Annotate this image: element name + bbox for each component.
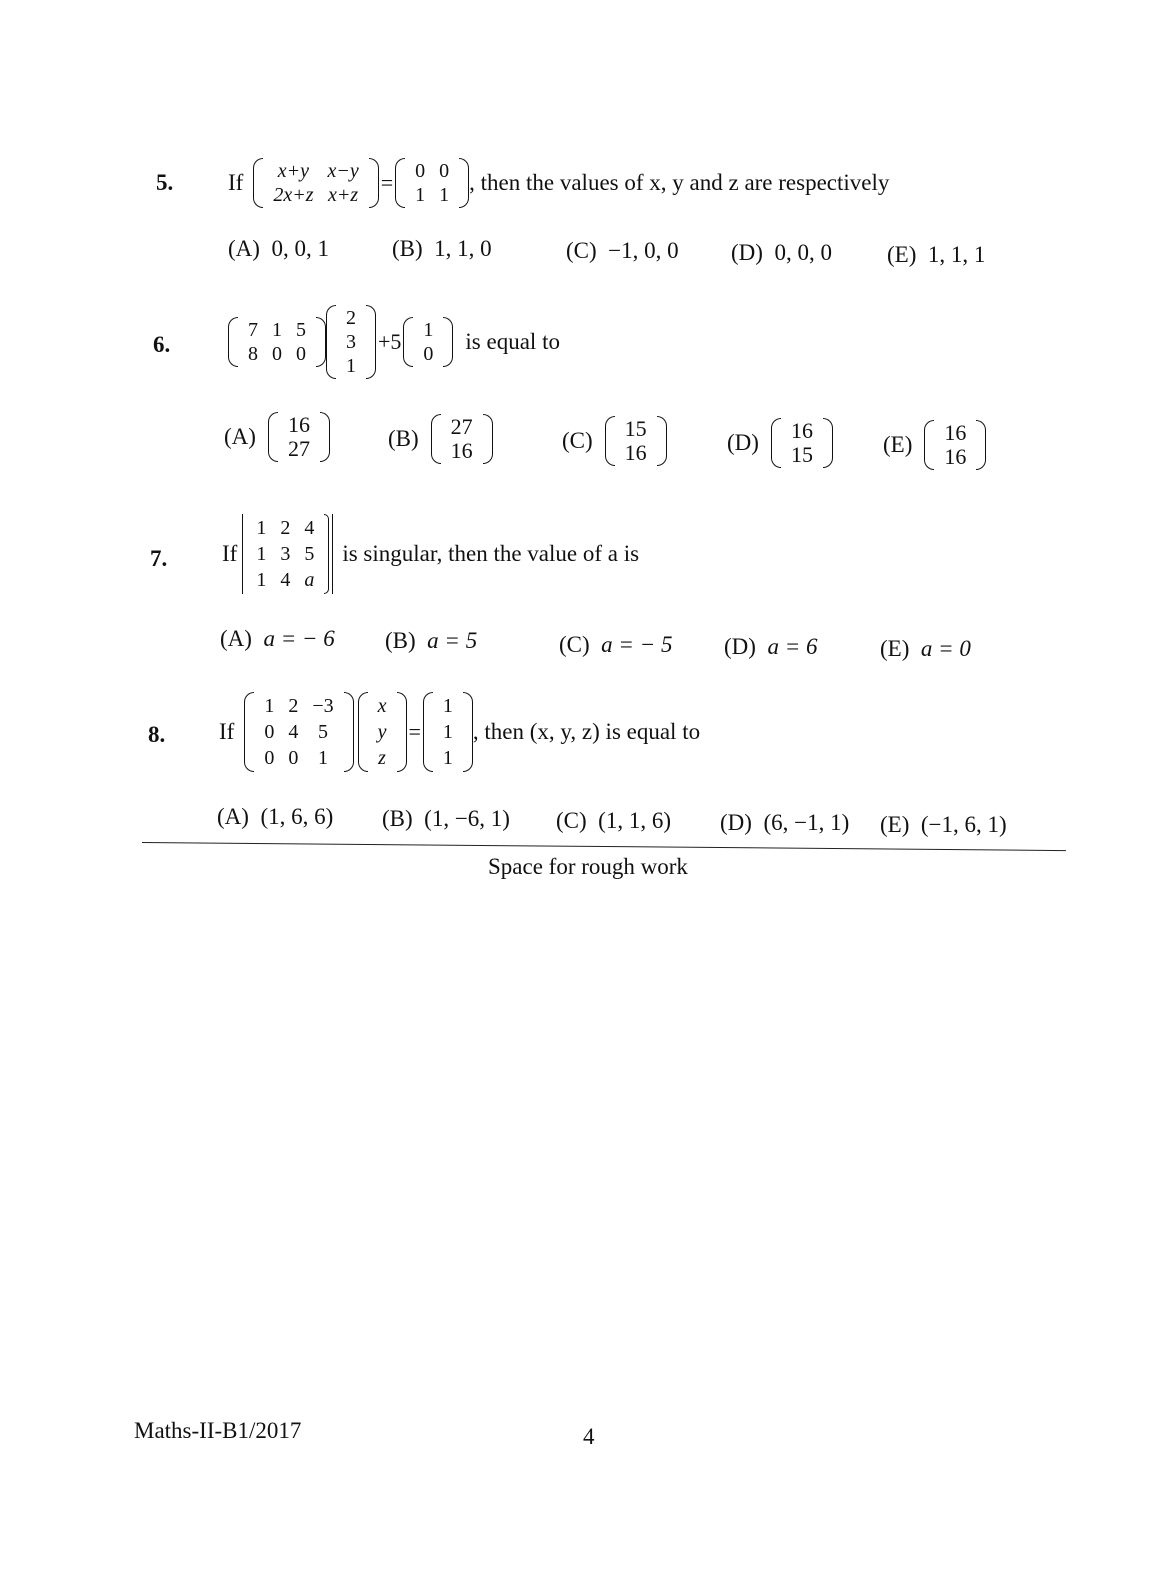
option: (D) a = 6 xyxy=(724,634,818,659)
question-number: 7. xyxy=(150,546,168,571)
option: (C) −1, 0, 0 xyxy=(566,238,679,263)
matrix-cell: 4 xyxy=(280,569,291,591)
matrix-variables xyxy=(358,692,407,772)
matrix-lhs xyxy=(253,158,378,208)
question-8-stem xyxy=(219,692,700,772)
matrix-cell: 1 xyxy=(442,747,453,769)
matrix-cell: 3 xyxy=(346,331,356,353)
matrix-cell: 1 xyxy=(256,569,267,591)
question-text: , then the values of x, y and z are respectively xyxy=(469,170,890,195)
matrix-cell: 1 xyxy=(442,721,453,743)
matrix-m3 xyxy=(403,317,453,367)
matrix-cell: 1 xyxy=(272,319,282,341)
if-word: If xyxy=(228,170,244,195)
matrix-coefficients xyxy=(244,692,353,772)
matrix-cell: 4 xyxy=(288,721,299,743)
matrix-m1 xyxy=(228,317,326,367)
matrix-cell: 0 xyxy=(415,160,426,182)
matrix-cell: 0 xyxy=(288,747,299,769)
option: (D) 16 15 xyxy=(727,418,833,468)
matrix-cell: 1 xyxy=(317,747,328,769)
matrix-cell: 0 xyxy=(264,747,275,769)
option: (E) a = 0 xyxy=(880,636,971,661)
matrix-cell: 2 xyxy=(288,695,299,717)
matrix-cell: x+z xyxy=(328,184,359,206)
option: (C) 15 16 xyxy=(562,416,667,466)
option: (A) a = − 6 xyxy=(220,626,335,651)
matrix-cell: 1 xyxy=(264,695,275,717)
matrix-cell: 2 xyxy=(346,307,356,329)
option: (B) a = 5 xyxy=(385,628,478,653)
matrix-cell: 5 xyxy=(304,543,315,565)
matrix-cell: 1 xyxy=(346,355,356,377)
matrix-cell: 0 xyxy=(272,343,282,365)
matrix-cell: 1 xyxy=(442,695,453,717)
option: (A) 0, 0, 1 xyxy=(228,236,329,261)
matrix-cell: 8 xyxy=(248,343,258,365)
option: (D) 0, 0, 0 xyxy=(731,240,832,265)
matrix-cell: a xyxy=(304,569,315,591)
option: (E) 16 16 xyxy=(883,420,986,470)
paper-code: Maths-II-B1/2017 xyxy=(134,1418,302,1443)
option: (C) (1, 1, 6) xyxy=(556,808,671,833)
option: (B) (1, −6, 1) xyxy=(382,806,510,831)
matrix-cell: x+y xyxy=(277,160,310,182)
if-word: If xyxy=(219,719,235,744)
option: (A) 16 27 xyxy=(224,412,330,462)
matrix-determinant xyxy=(239,514,336,594)
matrix-cell: 5 xyxy=(317,721,328,743)
matrix-cell: 2x+z xyxy=(273,184,314,206)
matrix-cell: −3 xyxy=(312,695,334,717)
matrix-rhs xyxy=(395,158,469,208)
rough-work-label: Space for rough work xyxy=(488,854,688,879)
matrix-cell: y xyxy=(377,721,387,743)
page-number: 4 xyxy=(583,1424,595,1449)
question-text: is equal to xyxy=(465,329,560,354)
question-5-stem xyxy=(228,158,889,208)
option: (E) 1, 1, 1 xyxy=(887,242,986,267)
matrix-cell: 1 xyxy=(423,319,434,341)
option: (B) 1, 1, 0 xyxy=(392,236,492,261)
matrix-cell: 0 xyxy=(439,160,450,182)
matrix-cell: 0 xyxy=(296,343,306,365)
matrix-cell: 5 xyxy=(296,319,306,341)
question-number: 8. xyxy=(148,722,166,747)
matrix-result xyxy=(423,692,473,772)
matrix-cell: x xyxy=(377,695,387,717)
matrix-cell: 3 xyxy=(280,543,291,565)
matrix-cell: 4 xyxy=(304,517,315,539)
matrix-cell: 7 xyxy=(248,319,258,341)
matrix-cell: 2 xyxy=(280,517,291,539)
matrix-cell: 0 xyxy=(264,721,275,743)
equals-sign: = xyxy=(380,170,394,195)
if-word: If xyxy=(222,541,238,566)
option: (A) (1, 6, 6) xyxy=(217,804,334,829)
plus-five: +5 xyxy=(378,329,402,354)
question-text: is singular, then the value of a is xyxy=(342,541,640,566)
option: (C) a = − 5 xyxy=(559,632,673,657)
matrix-m2 xyxy=(326,305,376,379)
question-6-stem xyxy=(228,305,560,379)
divider-rule xyxy=(142,842,1066,851)
matrix-cell: 1 xyxy=(256,543,267,565)
option: (B) 27 16 xyxy=(388,414,493,464)
question-text: , then (x, y, z) is equal to xyxy=(472,719,701,744)
matrix-cell: z xyxy=(378,747,386,769)
question-7-stem xyxy=(222,514,639,594)
matrix-cell: 1 xyxy=(439,184,450,206)
matrix-cell: 1 xyxy=(415,184,426,206)
question-number: 6. xyxy=(153,332,171,357)
matrix-cell: 1 xyxy=(256,517,267,539)
equals-sign: = xyxy=(408,719,421,744)
matrix-cell: x−y xyxy=(327,160,359,182)
question-number: 5. xyxy=(156,170,174,195)
option: (E) (−1, 6, 1) xyxy=(880,812,1007,837)
option: (D) (6, −1, 1) xyxy=(720,810,850,835)
matrix-cell: 0 xyxy=(423,343,434,365)
